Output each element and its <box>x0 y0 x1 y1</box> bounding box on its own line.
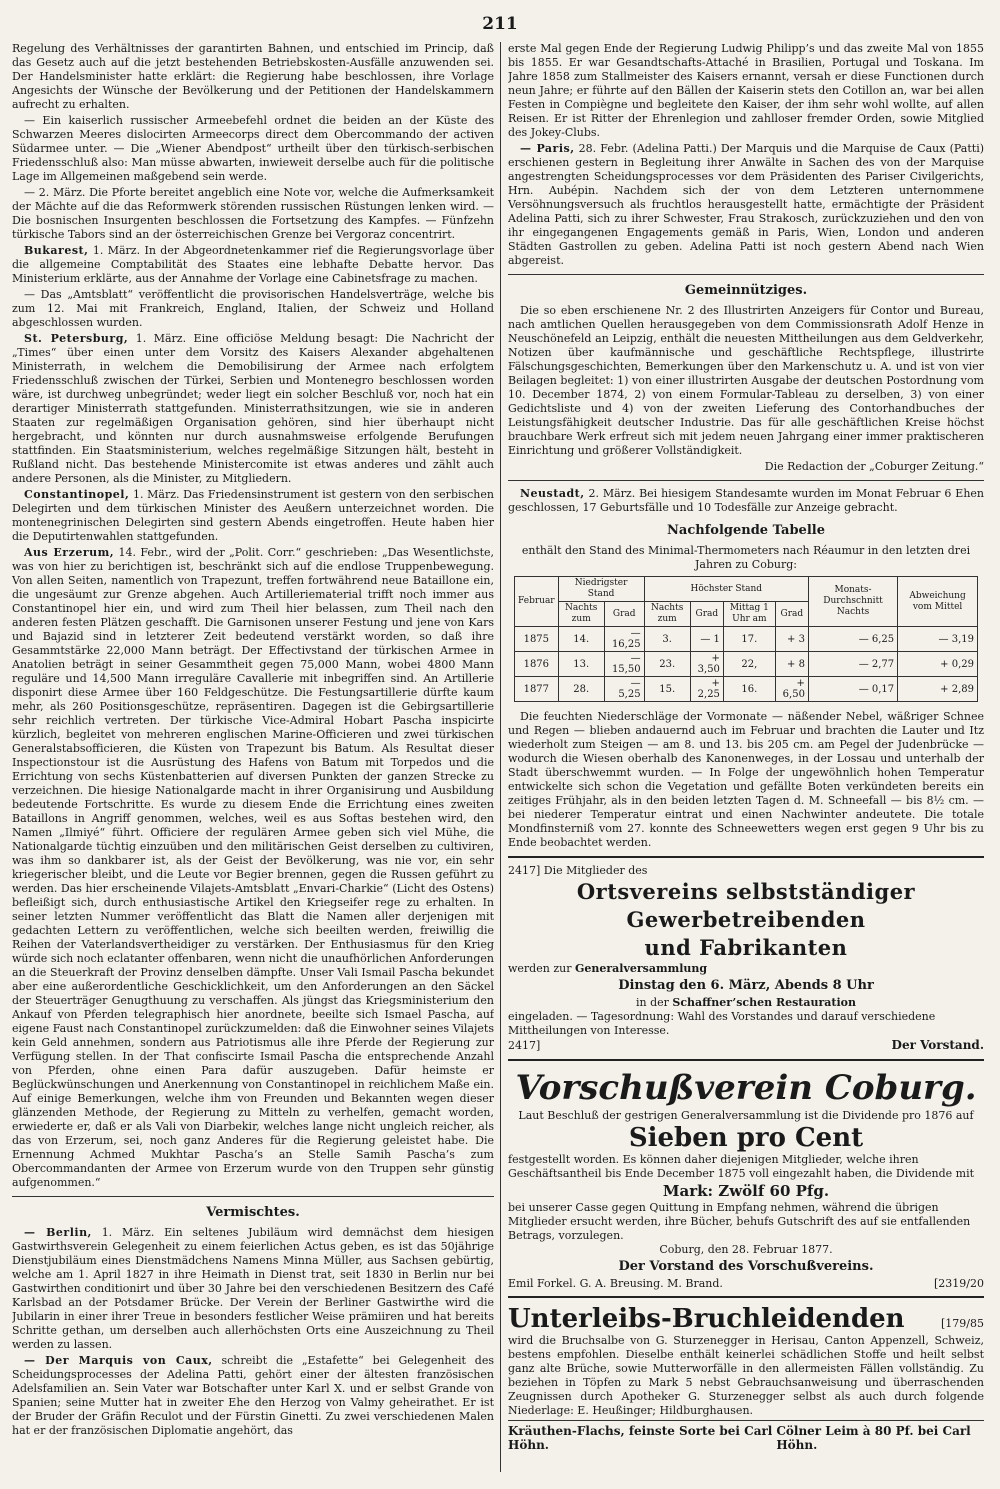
table-row <box>515 677 978 702</box>
article-berlin: — Berlin, 1. März. Ein seltenes Jubiläum wird demnächst dem hiesigen Gastwirthsverein Gelegenheit zu einem feierlichen Actus geben, es ist das 50jährige Dienstjubiläum eines Dienstmädchens Namens Minna Müller, aus Sachsen gebürtig, welche am 1. April 1827 in ihre Heimath in Dienst trat, seit 1830 in Berlin nur bei Gastwirthen conditionirt und über 30 Jahre bei den verschiedenen Besitzern des Café Karlsbad an der Potsdamer Brücke. Der Verein der Berliner Gastwirthe wird die Jubilarin in einer ihrer Treue in besonders festlicher Weise prämiiren und hat bereits Schritte gethan, um derselben auch allerhöchsten Orts eine Auszeichnung zu Theil werden zu lassen. <box>12 1226 494 1351</box>
ad-date: Dinstag den 6. März, Abends 8 Uhr <box>618 978 874 993</box>
ad-divider <box>508 1059 984 1061</box>
ad-title: Ortsvereins selbstständiger Gewerbetreibenden <box>576 879 916 932</box>
ad-assembly: Generalversammlung <box>574 962 708 975</box>
table-cell: — 0,17 <box>808 677 897 702</box>
table-cell: — 6,25 <box>808 627 897 652</box>
article-marquis: — Der Marquis von Caux, schreibt die „Estafette“ bei Gelegenheit des Scheidungsprocesses der Adelina Patti, gehört einer der ältesten französischen Adelsfamilien an. Sein Vater war Botschafter unter Karl X. und er selbst Grande von Spanien; seine Mutter hat in zweiter Ehe den Herzog von Valmy geheirathet. Er ist der Bruder der Gräfin Reculot und der Fürstin Ginetti. Zu zwei verschiedenen Malen hat er der französischen Diplomatie angehört, das <box>12 1354 494 1437</box>
ad-ref: 2417] <box>508 1039 541 1052</box>
table-cell: 3. <box>644 627 690 652</box>
ad-leim: Cölner Leim à 80 Pf. bei Carl Höhn. <box>776 1424 971 1452</box>
table-header-month: Februar <box>515 577 559 627</box>
ad-ref: 2417] <box>508 864 541 877</box>
ad-flachs: Kräuthen-Flachs, feinste Sorte bei Carl Höhn. <box>508 1424 773 1452</box>
table-cell: 23. <box>644 652 690 677</box>
editorial-signature: Die Redaction der „Coburger Zeitung.“ <box>764 460 984 473</box>
article-bukarest: Bukarest, 1. März. In der Abgeordnetenkammer rief die Regierungsvorlage über die allgemeine Comptabilität des Staates eine lebhafte Debatte hervor. Das Ministerium erklärte, aus der Annahme der Vorlage eine Cabinetsfrage zu machen. <box>12 244 494 285</box>
table-subheader: Grad <box>775 602 808 627</box>
section-heading-vermischtes: Vermischtes. <box>206 1205 300 1220</box>
table-cell: 17. <box>723 627 775 652</box>
ad-title: und Fabrikanten <box>644 935 848 960</box>
table-header-lowest: Niedrigster Stand <box>558 577 644 602</box>
table-cell: — 2,77 <box>808 652 897 677</box>
article-paragraph: — Ein kaiserlich russischer Armeebefehl ordnet die beiden an der Küste des Schwarzen Meeres dislocirten Armeecorps direct dem Obercommando der activen Südarmee unter. — Die „Wiener Abendpost“ urtheilt über den türkisch-serbischen Friedensschluß also: Man müsse abwarten, inwieweit derselbe auch für die politische Lage im Allgemeinen maßgebend sein werde. <box>12 114 494 183</box>
section-divider <box>508 274 984 275</box>
table-cell: + 3 <box>775 627 808 652</box>
table-cell: 1876 <box>515 652 559 677</box>
ad-signature: Der Vorstand. <box>891 1038 984 1052</box>
ad-text: bei unserer Casse gegen Quittung in Empfang nehmen, während die übrigen Mitglieder ersucht werden, ihre Bücher, behufs Gutschrift des auf sie entfallenden Betrags, vorzulegen. <box>508 1201 971 1242</box>
table-cell: + 0,29 <box>898 652 978 677</box>
ad-divider <box>508 1296 984 1298</box>
table-cell: — 5,25 <box>604 677 644 702</box>
table-cell: — 16,25 <box>604 627 644 652</box>
table-cell: 14. <box>558 627 604 652</box>
article-weather: Die feuchten Niederschläge der Vormonate — näßender Nebel, wäßriger Schnee und Regen — blieben andauernd auch im Februar und brachten die Lauter und Itz wiederholt zum Steigen — am 8. und 13. bis 205 cm. am Pegel der Judenbrücke — wodurch die Wiesen oberhalb des Kanonenweges, in der Lossau und unterhalb der Stadt überschwemmt wurden. — In Folge der ungewöhnlich hohen Temperatur entwickelte sich schon die Vegetation und gefällte Boten verkündeten bereits ein zeitiges Frühjahr, als in den beiden letzten Tagen d. M. Schneefall — bis 8½ cm. — bei niederer Temperatur eintrat und einen Nachwinter andeutete. Die totale Mondfinsterniß vom 27. konnte des Schneewetters wegen erst gegen 9 Uhr bis zu Ende beobachtet werden. <box>508 710 984 849</box>
ad-names: Emil Forkel. G. A. Breusing. M. Brand. <box>508 1277 723 1290</box>
table-cell: 16. <box>723 677 775 702</box>
ad-ref: [179/85 <box>941 1317 984 1330</box>
article-gemeinnuetziges: Die so eben erschienene Nr. 2 des Illustrirten Anzeigers für Contor und Bureau, nach amtlichen Quellen herausgegeben von dem Commissionsrath Adolf Henze in Neuschönefeld an Leipzig, enthält die neuesten Mittheilungen aus dem Geldverkehr, Notizen über kaufmännische und geschäftliche Rechtspflege, illustrirte Fälschungsgeschichten, Bemerkungen über den Markenschutz u. A. und ist von vier Beilagen begleitet: 1) von einer illustrirten Ausgabe der deutschen Postordnung vom 10. December 1874, 2) von einem Formular-Tableau zu derselben, 3) von einer Gedichtsliste und 4) von der zweiten Lieferung des Contorhandbuches der Leistungsfähigkeit deutscher Industrie. Das für alle geschäftlichen Kreise höchst brauchbare Werk erfreut sich mit jedem neuen Jahrgang einer immer praktischeren Einrichtung und größerer Vollständigkeit. <box>508 304 984 457</box>
table-header-mean: Monats-Durchschnitt Nachts <box>808 577 897 627</box>
table-cell: + 2,89 <box>898 677 978 702</box>
ad-agenda: eingeladen. — Tagesordnung: Wahl des Vorstandes und darauf verschiedene Mittheilungen von Interesse. <box>508 1010 936 1037</box>
table-cell: 22, <box>723 652 775 677</box>
ad-intro: Laut Beschluß der gestrigen Generalversammlung ist die Dividende pro 1876 auf <box>518 1109 974 1122</box>
article-erzerum: Aus Erzerum, 14. Febr., wird der „Polit. Corr.“ geschrieben: „Das Wesentlichste, was von hier zu berichtigen ist, beschränkt sich auf die endlose Truppenbewegung. Von allen Seiten, namentlich von Trapezunt, treffen fortwährend neue Bataillone ein, die ungesäumt zur Grenze abgehen. Auch Artilleriematerial trifft noch immer aus Constantinopel hier ein, und wird zum Theil hier belassen, zum Theil nach den anderen festen Plätzen geschafft. Die Garnisonen unserer Festung und jene von Kars und Bajazid sind in letzterer Zeit bedeutend verstärkt worden, so daß ihre Gesammtstärke 22,000 Mann beträgt. Der Effectivstand der türkischen Armee in Anatolien beträgt in seiner Gesammtheit gegen 75,000 Mann, wobei 4800 Mann reguläre und 14,500 Mann irreguläre Cavallerie mit inbegriffen sind. An Artillerie disponirt diese Armee über 160 Feldgeschütze. Die Festungsartillerie dürfte kaum mehr, als 260 Positionsgeschütze, repräsentiren. Dagegen ist die Gebirgsartillerie sehr reichlich vertreten. Der türkische Vice-Admiral Hobart Pascha inspicirte kürzlich, begleitet von mehreren englischen Marine-Officieren und zwei türkischen Generalstabsofficieren, die Küsten von Trapezunt bis Batum. Als Resultat dieser Inspectionstour ist die Ausrüstung des Hafens von Batum mit Torpedos und die Errichtung von sechs Küstenbatterien auf diversen Punkten der ganzen Strecke zu verzeichnen. Die hiesige Nationalgarde macht in ihrer Organisirung und Ausbildung bedeutende Fortschritte. Es wurde zu diesem Ende die Errichtung eines zweiten Bataillons in Angriff genommen, welches, weil es aus Softas bestehen wird, den Namen „Ilmiyé“ führt. Officiere der regulären Armee geben sich viel Mühe, die Nationalgarde tüchtig einzuüben und den militärischen Geist derselben zu cultiviren, was ihm so dankbarer ist, als der Geist der Bevölkerung, was nie vor, ein sehr kriegerischer bleibt, und die Leute vor Begier brennen, gegen die Russen geführt zu werden. Das hier erscheinende Vilajets-Amtsblatt „Envari-Charkie“ (Licht des Ostens) befleißigt sich, durch enthusiastische Artikel den Kriegseifer rege zu erhalten. In seiner letzten Nummer veröffentlicht das Blatt die Namen aller derjenigen mit gedachten Lettern zu veröffentlichen, welche sich beeilten werden, freiwillig die Reihen der Vaterlandsvertheidiger zu verstärken. Der Enthusiasmus für den Krieg würde sich noch eclatanter offenbaren, wenn nicht die unaufhörlichen Anforderungen an die Steuerkraft der Provinz denselben dämpfte. Unser Vali Ismail Pascha bekundet aber eine außerordentliche Geschicklichkeit, um den Anforderungen an den Säckel der Steuerträger Genugthuung zu verschaffen. Als jüngst das Kriegsministerium den Ankauf von Pferden telegraphisch hier anordnete, beeilte sich Ismael Pascha, auf eigene Faust nach Constantinopel zurückzumelden: daß die Einwohner seines Vilajets kein Geld annehmen, sondern aus Patriotismus alle ihre Pferde der Regierung zur Verfügung stellen. In der That confiscirte Ismail Pascha die entsprechende Anzahl von Pferden, ohne einen Para dafür auszugeben. Dafür heimste er Beglückwünschungen und Anerkennung von Constantinopel in reichlichem Maße ein. Auf einige Bemerkungen, welche ihm von Freunden und Bekannten wegen dieser glänzenden Methode, der Regierung zu Mitteln zu verhelfen, gemacht worden, erwiederte er, daß er als Vali von Diarbekir, welches lange nicht ungleich reicher, als das von Erzerum, sei, noch ganz Anderes für die Regierung geleistet habe. Die Ernennung Achmed Mukhtar Pascha’s an Stelle Samih Pascha’s zum Obercommandanten der Armee von Erzerum wurde von den Truppen sehr günstig aufgenommen.“ <box>12 546 494 1189</box>
ad-ortsverein <box>508 864 984 1053</box>
ad-text: in der <box>635 996 669 1009</box>
ad-place: Schaffner’schen Restauration <box>672 996 856 1009</box>
table-cell: + 2,25 <box>690 677 723 702</box>
ad-rate: Sieben pro Cent <box>628 1123 864 1153</box>
ad-intro: Die Mitglieder des <box>543 864 648 877</box>
ad-vorschussverein <box>508 1067 984 1290</box>
table-cell: — 15,50 <box>604 652 644 677</box>
section-divider <box>508 480 984 481</box>
table-subheader: Nachts zum <box>558 602 604 627</box>
thermometer-table <box>514 576 978 702</box>
article-constantinopel: Constantinopel, 1. März. Das Friedensinstrument ist gestern von den serbischen Delegirten und dem türkischen Minister des Aeußern unterzeichnet worden. Die montenegrinischen Delegirten sind gestern Abends eingetroffen. Heute haben hier die Deputirtenwahlen stattgefunden. <box>12 488 494 543</box>
page-number: 211 <box>482 14 518 34</box>
table-cell: 1875 <box>515 627 559 652</box>
ad-text: werden zur <box>508 962 572 975</box>
column-divider <box>500 42 501 1472</box>
table-cell: 15. <box>644 677 690 702</box>
ad-divider <box>508 856 984 858</box>
table-row <box>515 627 978 652</box>
article-paragraph: — 2. März. Die Pforte bereitet angeblich eine Note vor, welche die Aufmerksamkeit der Mächte auf die das Reformwerk störenden russischen Rüstungen lenken wird. — Die bosnischen Insurgenten beschlossen die Fortsetzung des Kampfes. — Fünfzehn türkische Tabors sind an der österreichischen Grenze bei Vergoraz concentrirt. <box>12 186 494 241</box>
ad-title: Unterleibs-Bruchleidenden <box>508 1304 905 1334</box>
table-cell: 13. <box>558 652 604 677</box>
table-cell: + 6,50 <box>775 677 808 702</box>
table-cell: — 1 <box>690 627 723 652</box>
table-cell: 28. <box>558 677 604 702</box>
table-cell: 1877 <box>515 677 559 702</box>
ad-date: Coburg, den 28. Februar 1877. <box>659 1243 833 1256</box>
article-paragraph: erste Mal gegen Ende der Regierung Ludwig Philipp’s und das zweite Mal von 1855 bis 1855. Er war Gesandtschafts-Attaché in Brasilien, Portugal und Toskana. Im Jahre 1858 zum Stallmeister des Kaisers ernannt, versah er diese Functionen durch neun Jahre; er führte auf den Bällen der Kaiserin stets den Cotillon an, war bei allen Festen in Compiègne und begleitete den Kaiser, der ihm sehr wohl wollte, auf allen Reisen. Er ist Ritter der Ehrenlegion und zahlloser fremder Orden, sowie Mitglied des Jokey-Clubs. <box>508 42 984 139</box>
ad-ref: [2319/20 <box>934 1277 984 1290</box>
table-subheader: Nachts zum <box>644 602 690 627</box>
table-subheader: Grad <box>690 602 723 627</box>
article-paragraph: Regelung des Verhältnisses der garantirten Bahnen, und entschied im Princip, daß das Gesetz auch auf die jetzt bestehenden Betriebskosten-Ausfälle anzuwenden sei. Der Handelsminister hatte erklärt: die Regierung habe beschlossen, ihre Vorlage Angesichts der Wünsche der Bevölkerung und der Petitionen der Handelskammern aufrecht zu erhalten. <box>12 42 494 111</box>
section-divider <box>12 1196 494 1197</box>
table-cell: + 3,50 <box>690 652 723 677</box>
ad-bruchleidende <box>508 1304 984 1418</box>
table-row <box>515 652 978 677</box>
table-subheader: Grad <box>604 602 644 627</box>
ad-title: Vorschußverein Coburg. <box>515 1068 977 1108</box>
article-petersburg: St. Petersburg, 1. März. Eine officiöse Meldung besagt: Die Nachricht der „Times“ über einen unter dem Vorsitz des Kaisers Alexander abgehaltenen Ministerrath, in welchem die Demobilisirung der Armee nach erfolgtem Friedensschluß zwischen der Türkei, Serbien und Montenegro beschlossen worden wäre, ist durchweg unbegründet; weder liegt ein solcher Beschluß vor, noch hat ein derartiger Ministerrath stattgefunden. Ministerrathsitzungen, wie sie in anderen Staaten zur regelmäßigen Organisation gehören, sind hier überhaupt nicht hergebracht, und könnten nur durch ausnahmsweise erfolgende Berufungen stattfinden. Ein Staatsministerium, welches regelmäßige Sitzungen hält, besteht in Rußland nicht. Das bestehende Ministercomite ist etwas anderes und zählt auch andere Personen, als die Minister, zu Mitgliedern. <box>12 332 494 485</box>
table-subheader: Mittag 1 Uhr am <box>723 602 775 627</box>
table-header-highest: Höchster Stand <box>644 577 808 602</box>
left-column <box>12 42 494 1440</box>
section-heading-gemeinnuetziges: Gemeinnütziges. <box>684 283 808 298</box>
right-column <box>508 42 984 1452</box>
ad-amount: Mark: Zwölf 60 Pfg. <box>662 1182 830 1200</box>
article-paragraph: — Das „Amtsblatt“ veröffentlicht die provisorischen Handelsverträge, welche bis zum 12. Mai mit Frankreich, England, Italien, der Schweiz und Holland abgeschlossen wurden. <box>12 288 494 329</box>
ad-text: wird die Bruchsalbe von G. Sturzenegger in Herisau, Canton Appenzell, Schweiz, bestens empfohlen. Dieselbe enthält keinerlei schädlichen Stoffe und heilt selbst ganz alte Brüche, sowie Mutterworfälle in den allermeisten Fällen vollständig. Zu beziehen in Töpfen zu Mark 5 nebst Gebrauchsanweisung und überraschenden Zeugnissen durch Apotheker G. Sturzenegger selbst als auch durch folgende Niederlage: E. Heußinger; Hildburghausen. <box>508 1334 984 1417</box>
bottom-ad-row <box>508 1420 984 1452</box>
ad-board: Der Vorstand des Vorschußvereins. <box>618 1259 874 1274</box>
table-cell: + 8 <box>775 652 808 677</box>
ad-text: festgestellt worden. Es können daher diejenigen Mitglieder, welche ihren Geschäftsantheil bis Ende December 1875 voll eingezahlt haben, die Dividende mit <box>508 1153 975 1180</box>
table-header-deviation: Abweichung vom Mittel <box>898 577 978 627</box>
table-cell: — 3,19 <box>898 627 978 652</box>
article-paris: — Paris, 28. Febr. (Adelina Patti.) Der Marquis und die Marquise de Caux (Patti) erschienen gestern in Begleitung ihrer Anwälte in Sachen des von der Marquise angestrengten Scheidungsprocesses vor dem Präsidenten des Pariser Civilgerichts, Hrn. Aubépin. Nachdem sich der von dem Letzteren unternommene Versöhnungsversuch als fruchtlos herausgestellt hatte, ermächtigte der Präsident Adelina Patti, sich zu ihrer Schwester, Frau Strakosch, zurückzuziehen und den von ihr eingegangenen Engagements gemäß in Paris, Wien, London und anderen Städten Gastrollen zu geben. Adelina Patti ist noch gestern Abend nach Wien abgereist. <box>508 142 984 267</box>
table-heading: Nachfolgende Tabelle <box>667 523 825 538</box>
table-intro: enthält den Stand des Minimal-Thermometers nach Réaumur in den letzten drei Jahren zu Coburg: <box>521 544 971 571</box>
article-neustadt: Neustadt, 2. März. Bei hiesigem Standesamte wurden im Monat Februar 6 Ehen geschlossen, 17 Geburtsfälle und 10 Todesfälle zur Anzeige gebracht. <box>508 487 984 514</box>
